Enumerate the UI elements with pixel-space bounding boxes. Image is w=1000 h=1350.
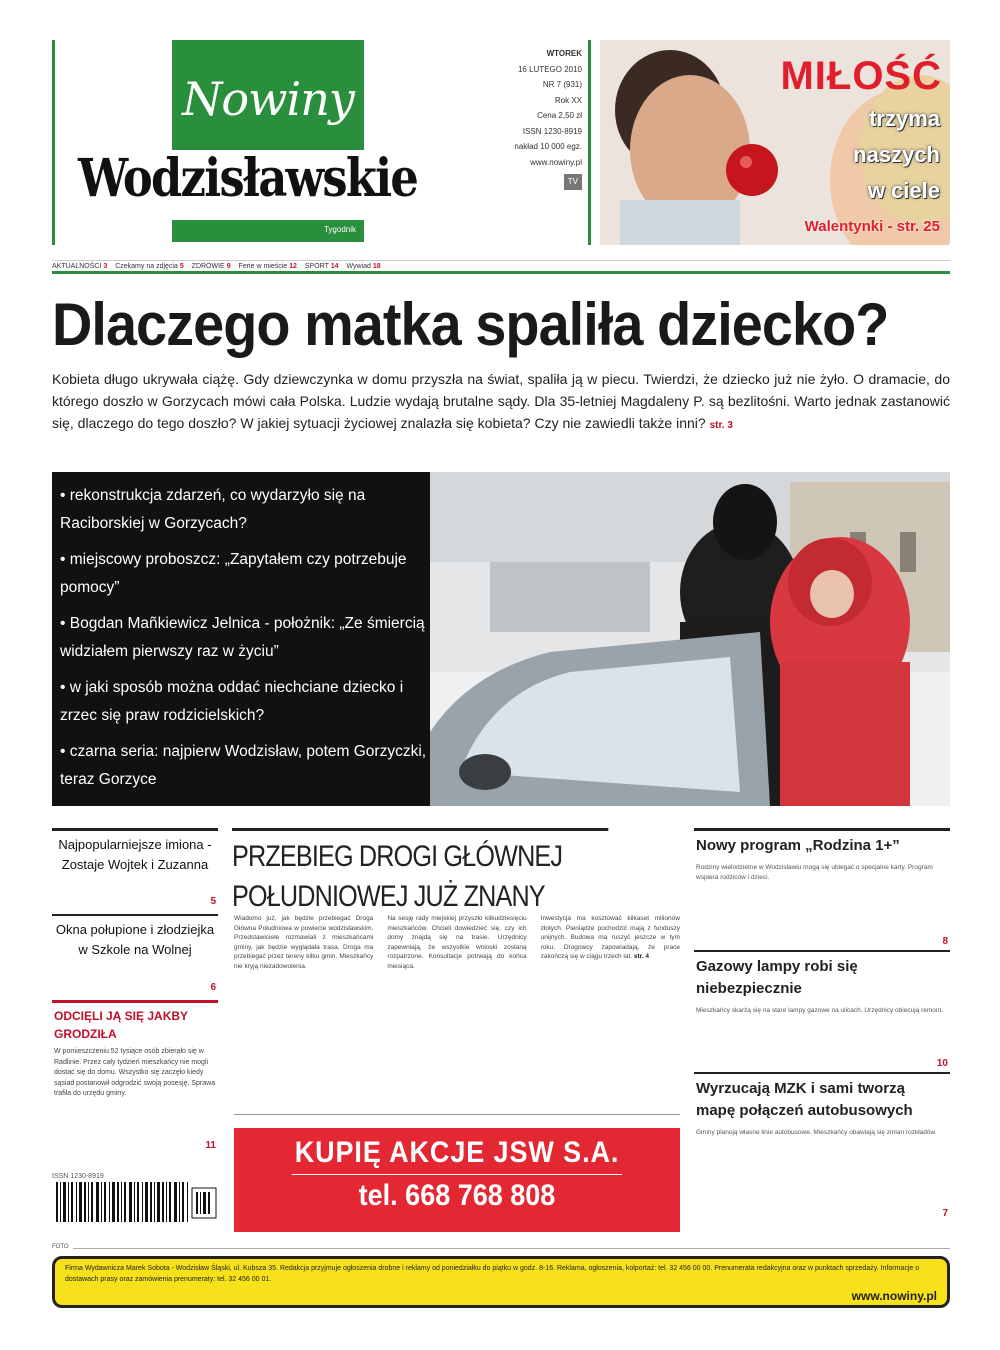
ad-line-1: trzyma [869,106,940,131]
right-teaser-text: Gminy planują własne linie autobusowe. Mieszkańcy obawiają się zmian rozkładów. [696,1129,937,1136]
issue-info [470,46,582,190]
feature-bullet: • Bogdan Mañkiewicz Jelnica - położnik: „Ze śmiercią widziałem pierwszy raz w życiu” [60,615,425,660]
issue-circulation: nakład 10 000 egz. [514,142,582,151]
center-headline-line: POŁUDNIOWEJ JUŻ ZNANY [232,880,545,913]
jsw-ad-phone: tel. 668 768 808 [358,1179,556,1212]
feature-bullet: • czarna seria: najpierw Wodzisław, potem Gorzyczki, teraz Gorzyce [60,743,427,788]
right-teaser[interactable] [694,950,950,1072]
right-teaser-ref: 10 [936,1058,948,1069]
right-teaser-title: Gazowy lampy robi się niebezpiecznie [696,958,858,997]
logo-sub-bar [172,220,364,242]
right-teaser-ref: 8 [942,936,948,947]
masthead-rule-right [588,40,591,245]
teaser-item[interactable]: Ferie w mieście 12 [238,263,297,270]
logo-nowiny: Nowiny [182,72,354,126]
center-headline[interactable] [232,828,608,917]
article-column: Wiadomo już, jak będzie przebiegać Droga Główna Południowa w powiecie wodzisławskim. Przedstawiciele rozmawiali z mieszkańcami gminy, jak będzie wyglądała trasa. Droga ma przebiegać przez tereny kilku gmin. Mieszkańcy nie kryją niezadowolenia. [234,915,374,970]
teaser-strip [52,260,950,274]
article-column [541,914,680,1104]
left-column [52,828,218,1227]
right-teaser-ref: 7 [942,1208,948,1219]
ad-line-2: naszych [853,142,940,167]
left-teaser-text: Okna połupione i złodziejka w Szkole na Wolnej [55,922,215,957]
issue-number: NR 7 (931) [542,80,582,89]
logo-wodzislawskie: Wodzisławskie [78,148,418,209]
issue-price: Cena 2,50 zł [537,111,582,120]
left-teaser-ref: 6 [210,982,216,993]
center-headline-line: PRZEBIEG DROGI GŁÓWNEJ [232,840,563,873]
feature-bullet: • rekonstrukcja zdarzeń, co wydarzyło się na Raciborskiej w Gorzycach? [60,487,366,532]
barcode-number: ISSN 1230-8919 [52,1173,104,1180]
footer-url[interactable]: www.nowiny.pl [851,1288,937,1303]
lead-page-ref[interactable]: str. 3 [709,420,733,431]
footer-label: FOTO [52,1244,73,1250]
center-column [232,828,680,1212]
right-teaser[interactable] [694,828,950,950]
lead-paragraph [52,368,950,437]
barcode [52,1182,218,1222]
ad-line-3: w ciele [867,178,940,203]
left-teaser[interactable] [52,828,218,914]
left-teaser[interactable] [52,914,218,1000]
center-article-columns [234,914,680,1104]
jsw-ad-separator [292,1174,622,1175]
issue-day: WTOREK [546,49,582,58]
teaser-item[interactable]: AKTUALNOŚCI 3 [52,263,108,270]
red-story-text: W pomieszczeniu 52 tysiące osób zbierało się w Radlinie. Przez cały tydzień mieszkańcy nie mogli dostać się do domu. Wszystko się zaczęło kiedy sąsiad postanowił odgrodzić swoją posesję. Sprawa trafiła do urzędu gminy. [54,1048,216,1097]
right-teaser-title: Nowy program „Rodzina 1+” [696,837,900,854]
publisher-info: Firma Wydawnicza Marek Sobota - Wodzisław Śląski, ul. Kubsza 35. Redakcja przyjmuje ogłoszenia drobne i reklamy od poniedziałku do piątku w godz. 8-16. Reklama, ogłoszenia, kolportaż: tel. 32 456 00 00. Prenumerata redakcyjna oraz w punktach sprzedaży. Informacje o dostawach prasy oraz zamówienia prenumeraty: tel. 32 456 00 01. [65,1265,920,1283]
teaser-item[interactable]: SPORT 14 [304,263,339,270]
right-teaser-title: Wyrzucają MZK i sami tworzą mapę połączeń autobusowych [696,1080,913,1119]
ad-footer: Walentynki - str. 25 [804,218,940,235]
right-teaser-text: Mieszkańcy skarżą się na stare lampy gazowe na ulicach. Urzędnicy obiecują remont. [696,1007,944,1014]
lead-feature [52,472,950,806]
red-story-ref: 11 [205,1140,216,1151]
jsw-advert[interactable] [234,1128,680,1232]
publisher-footer [52,1256,950,1308]
divider [234,1114,680,1115]
ad-title: MIŁOŚĆ [780,54,942,98]
logo-subtitle: Tygodnik [323,225,356,234]
lead-text: Kobieta długo ukrywała ciążę. Gdy dziewczynka w domu przyszła na świat, spaliła ją w piecu. Twierdzi, że dziecko już nie żyło. O dramacie, do którego doszło w Gorzycach mówi cała Polska. Ludzie wydają brutalne sądy. Dla 35-letniej Magdaleny P. są bezlitośni. Warto jednak zastanowić się, dlaczego do tego doszło? W jakiej sytuacji życiowej znalazła się kobieta? Czy nie zawiedli także inni? [52,371,950,431]
right-teaser[interactable] [694,1072,950,1222]
article-column: Na sesję rady miejskiej przyszło kilkudziesięciu mieszkańców. Chcieli dowiedzieć się, czy ich domy znajdą się na trasie. Urzędnicy zapewniają, że wszystkie wnioski zostaną rozpatrzone. Konsultacje potrwają do końca miesiąca. [387,915,527,970]
masthead-rule [52,40,55,245]
issue-issn: ISSN 1230-8919 [522,126,582,136]
article-page-ref: str. 4 [633,953,650,960]
left-teaser-ref: 5 [210,896,216,907]
footer-rule [52,1248,950,1249]
feature-bullet: • w jaki sposób można oddać niechciane dziecko i zrzec się praw rodzicielskich? [60,679,404,724]
main-headline[interactable]: Dlaczego matka spaliła dziecko? [52,291,889,358]
teaser-item[interactable]: Czekamy na zdjęcia 5 [115,263,184,270]
issue-website[interactable]: www.nowiny.pl [530,157,582,167]
right-teaser-text: Rodziny wielodzietne w Wodzisławiu mogą się ubiegać o specjalne karty. Program wspiera rodziców i dzieci. [696,864,933,881]
article-column-text: Inwestycja ma kosztować kilkaset milionów złotych. Pieniądze pochodzić mają z funduszy unijnych. Budowa ma ruszyć jeszcze w tym roku. Drogowcy zapowiadają, że prace zakończą się w ciągu trzech lat. [540,915,680,960]
teaser-item[interactable]: Wywiad 18 [346,263,381,270]
feature-bullet: • miejscowy proboszcz: „Zapytałem czy potrzebuje pomocy” [60,551,407,596]
tv-tag: TV [564,174,582,190]
top-advert[interactable] [600,40,950,245]
left-teaser-text: Najpopularniejsze imiona - Zostaje Wojtek i Zuzanna [58,837,212,872]
right-column [694,828,950,1222]
issue-date: 16 LUTEGO 2010 [517,64,582,74]
lead-photo [430,472,950,806]
red-story-title[interactable]: ODCIĘLI JĄ SIĘ JAKBY GRODZIŁA [52,1000,218,1047]
red-story-ref-row [52,1139,218,1153]
jsw-ad-headline: KUPIĘ AKCJE JSW S.A. [294,1136,620,1169]
issue-year: Rok XX [554,95,582,105]
teaser-item[interactable]: ZDROWIE 9 [191,263,231,270]
feature-bullets [60,482,430,802]
